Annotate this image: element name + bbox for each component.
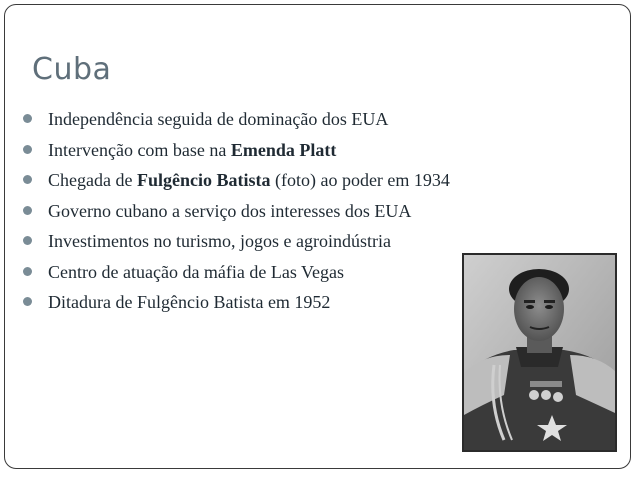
bullet-text-part: Centro de atuação da máfia de Las Vegas [48, 261, 345, 282]
bullet-dot-icon [23, 175, 32, 184]
bullet-item [22, 228, 450, 259]
bullet-dot-icon [23, 267, 32, 276]
portrait-photo [462, 253, 617, 452]
bullet-text-part: Intervenção com base na [48, 139, 231, 160]
bullet-list [22, 106, 450, 320]
bullet-dot-icon [23, 206, 32, 215]
bullet-text-part: Independência seguida de dominação dos EUA [48, 109, 389, 129]
bullet-item [22, 137, 450, 168]
bullet-text-part: (foto) ao poder em 1934 [270, 170, 450, 190]
bullet-item [22, 198, 450, 229]
bullet-dot-icon [23, 114, 32, 123]
bullet-dot-icon [23, 236, 32, 245]
bullet-text-bold: Fulgêncio Batista [136, 170, 271, 190]
bullet-item [22, 167, 450, 198]
bullet-item [22, 106, 450, 137]
bullet-text-bold: Emenda Platt [230, 139, 337, 160]
bullet-item [22, 289, 450, 320]
bullet-item [22, 259, 450, 290]
bullet-text-part: Chegada de [48, 170, 137, 190]
bullet-text-part: Governo cubano a serviço dos interesses dos EUA [48, 200, 412, 221]
slide-title: Cuba [32, 52, 112, 87]
portrait-illustration [464, 255, 615, 450]
bullet-dot-icon [23, 145, 32, 154]
bullet-text-part: Ditadura de Fulgêncio Batista em 1952 [48, 292, 331, 312]
bullet-text-part: Investimentos no turismo, jogos e agroindústria [48, 231, 391, 251]
bullet-dot-icon [23, 297, 32, 306]
